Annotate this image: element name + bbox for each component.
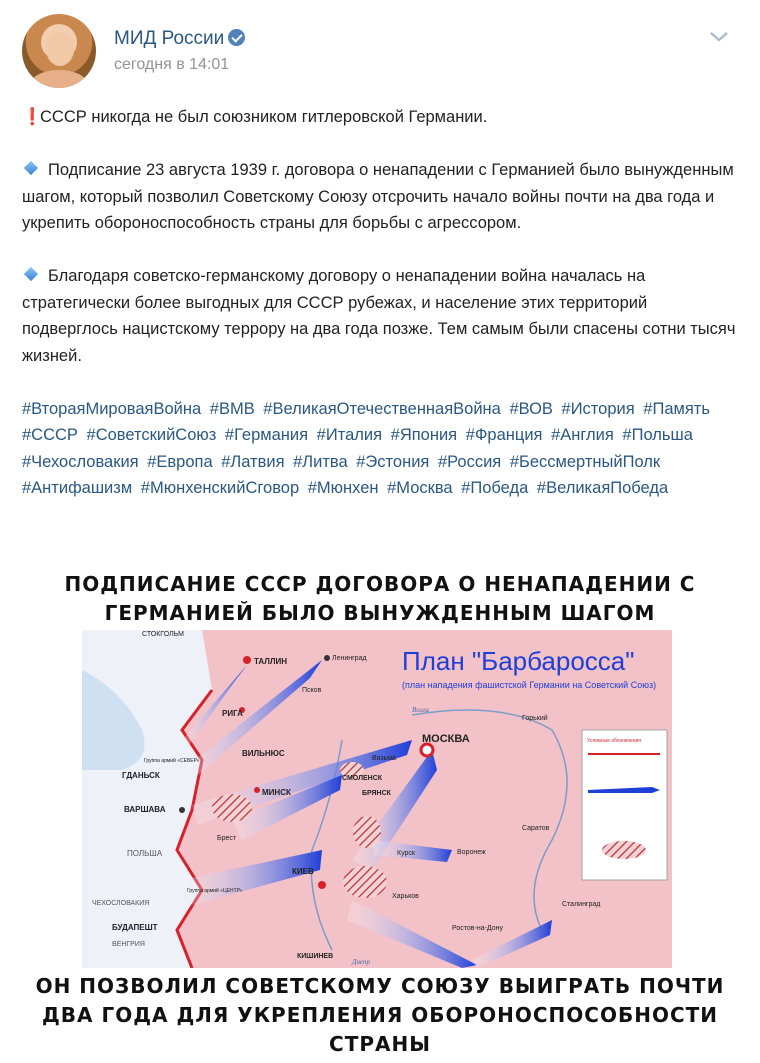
avatar-face [46, 32, 74, 66]
hashtag-link[interactable]: #Чехословакия [22, 452, 139, 471]
city-stockholm: СТОКГОЛЬМ [142, 631, 184, 638]
city-leningrad: Ленинград [332, 655, 367, 662]
city-kishinev: КИШИНЕВ [297, 953, 334, 960]
hashtag-link[interactable]: #ВеликаяОтечественнаяВойна [263, 399, 501, 418]
hashtag-link[interactable]: #ВМВ [209, 399, 255, 418]
hashtag-link[interactable]: #Германия [224, 426, 309, 444]
hashtag-link[interactable]: #ВтораяМироваяВойна [22, 399, 202, 418]
army-group-north: Группа армий «СЕВЕР» [144, 758, 200, 764]
hashtag-link[interactable]: #Москва [387, 479, 453, 497]
hashtag-link[interactable]: #Победа [461, 479, 529, 497]
verified-icon [228, 29, 245, 46]
paragraph-2-text: Благодаря советско-германскому договору о ненападении война началась на стратегически более выгодных для СССР рубежах, и население этих территорий подверглось нацистскому террору на два года позже. Тем самым были спасены сотни тысяч жизней. [22, 267, 736, 365]
post-header [0, 0, 760, 100]
city-vyazma: Вязьма [372, 755, 396, 762]
hashtag-link[interactable]: #СоветскийСоюз [86, 426, 217, 444]
hashtag-link[interactable]: #Антифашизм [22, 479, 133, 497]
city-smolensk: СМОЛЕНСК [342, 775, 383, 782]
tallinn-dot [243, 656, 251, 664]
river-volga: Волга [412, 706, 429, 714]
hashtag-link[interactable]: #Россия [437, 452, 502, 471]
city-saratov: Саратов [522, 825, 550, 832]
post-body [22, 104, 742, 502]
image-caption-top: ПОДПИСАНИЕ СССР ДОГОВОРА О НЕНАПАДЕНИИ С ГЕРМАНИЕЙ БЫЛО ВЫНУЖДЕННЫМ ШАГОМ [64, 572, 696, 625]
city-brest: Брест [217, 835, 237, 842]
city-kiev: КИЕВ [292, 867, 314, 876]
author-name[interactable]: МИД России [114, 28, 225, 49]
kiev-dot [318, 881, 326, 889]
country-poland: ПОЛЬША [127, 849, 163, 858]
army-zone-south [343, 866, 387, 898]
author-name-link[interactable] [114, 28, 245, 50]
city-rostov: Ростов-на-Дону [452, 925, 503, 932]
city-stalingrad: Сталинград [562, 901, 601, 908]
army-zone-north [212, 794, 252, 822]
paragraph-1-text: Подписание 23 августа 1939 г. договора о ненападении с Германией было вынужденным шагом, который позволил Советскому Союзу отсрочить начало войны почти на два года и укрепить обороноспособность страны для борьбы с агрессором. [22, 161, 734, 232]
post-image[interactable] [22, 560, 738, 1056]
hashtag-link[interactable]: #ВеликаяПобеда [536, 479, 669, 497]
leningrad-dot [324, 655, 330, 661]
country-hungary: ВЕНГРИЯ [112, 941, 145, 948]
map-subtitle: (план нападения фашистской Германии на Советский Союз) [402, 680, 657, 690]
avatar-shirt [30, 70, 88, 88]
city-gdansk: ГДАНЬСК [122, 771, 160, 780]
hashtag-link[interactable]: #МюнхенскийСговор [140, 479, 300, 497]
post-timestamp[interactable]: сегодня в 14:01 [114, 56, 230, 73]
hashtag-link[interactable]: #ВОВ [509, 399, 553, 418]
hashtag-link[interactable]: #БессмертныйПолк [509, 452, 661, 471]
city-kursk: Курск [397, 850, 415, 857]
legend-title: Условные обозначения [587, 738, 642, 744]
chevron-down-icon[interactable] [708, 30, 730, 44]
paragraph-2 [22, 263, 742, 369]
country-czech: ЧЕХОСЛОВАКИЯ [92, 900, 150, 907]
city-tallinn: ТАЛЛИН [254, 657, 288, 666]
army-group-center: Группа армий «ЦЕНТР» [187, 888, 243, 894]
hashtag-list [22, 396, 742, 502]
city-moscow: МОСКВА [422, 733, 470, 745]
city-vilnius: ВИЛЬНЮС [242, 749, 285, 758]
moscow-dot [421, 744, 433, 756]
diamond-icon [24, 161, 38, 175]
headline-paragraph [22, 104, 742, 131]
minsk-dot [254, 787, 260, 793]
hashtag-link[interactable]: #Литва [293, 452, 348, 471]
author-avatar[interactable] [22, 14, 96, 88]
river-dnepr: Днепр [352, 958, 371, 966]
city-kharkov: Харьков [392, 893, 419, 900]
warsaw-dot [179, 807, 185, 813]
exclamation-icon: ❗ [22, 108, 43, 126]
city-voronezh: Воронеж [457, 849, 486, 856]
hashtag-link[interactable]: #Память [643, 399, 710, 418]
city-budapest: БУДАПЕШТ [112, 923, 158, 932]
city-warsaw: ВАРШАВА [124, 805, 166, 814]
legend-hatch-sample [602, 841, 646, 859]
hashtag-link[interactable]: #Италия [316, 426, 383, 444]
hashtag-link[interactable]: #Япония [390, 426, 458, 444]
hashtag-link[interactable]: #Мюнхен [307, 479, 379, 497]
hashtag-link[interactable]: #Эстония [356, 452, 430, 471]
hashtag-link[interactable]: #Европа [147, 452, 213, 471]
hashtag-link[interactable]: #Латвия [221, 452, 285, 471]
hashtag-link[interactable]: #Франция [465, 426, 543, 444]
city-gorky: Горький [522, 715, 548, 722]
hashtag-link[interactable]: #Англия [551, 426, 614, 444]
hashtag-link[interactable]: #Польша [622, 426, 693, 444]
headline-text: СССР никогда не был союзником гитлеровской Германии. [40, 108, 488, 126]
hashtag-link[interactable]: #СССР [22, 426, 78, 444]
image-caption-bottom: ОН ПОЗВОЛИЛ СОВЕТСКОМУ СОЮЗУ ВЫИГРАТЬ ПОЧТИ ДВА ГОДА ДЛЯ УКРЕПЛЕНИЯ ОБОРОНОСПОСОБНОСТИ СТРАНЫ [35, 974, 725, 1056]
city-riga: РИГА [222, 709, 243, 718]
barbarossa-map [82, 630, 672, 968]
hashtag-link[interactable]: #История [561, 399, 635, 418]
army-zone-center [353, 816, 381, 848]
city-minsk: МИНСК [262, 788, 291, 797]
city-pskov: Псков [302, 687, 322, 694]
paragraph-1 [22, 157, 742, 237]
city-bryansk: БРЯНСК [362, 790, 391, 797]
diamond-icon [24, 267, 38, 281]
map-title: План "Барбаросса" [402, 646, 635, 676]
